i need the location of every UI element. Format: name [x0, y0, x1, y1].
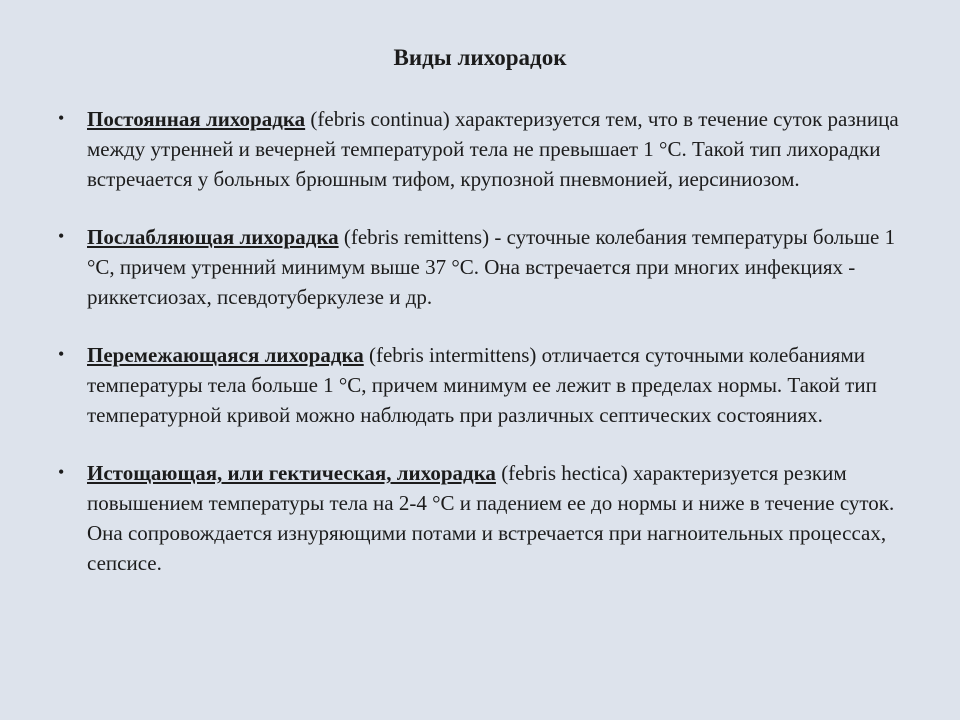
list-item-continua: [58, 104, 908, 194]
list-item-hectica: [58, 458, 908, 578]
term-hectica: Истощающая, или гектическая, лихорадка: [87, 461, 496, 485]
fever-types-list: [58, 104, 908, 578]
bullet-icon: •: [58, 344, 65, 364]
list-item-remittens: [58, 222, 908, 312]
description-remittens: (febris remittens) - суточные колебания температуры больше 1 °С, причем утренний минимум выше 37 °С. Она встречается при многих инфекциях - риккетсиозах, псевдотуберкулезе и др.: [87, 225, 896, 309]
bullet-icon: •: [58, 108, 65, 128]
list-item-intermittens: [58, 340, 908, 430]
term-continua: Постоянная лихорадка: [87, 107, 306, 131]
term-intermittens: Перемежающаяся лихорадка: [87, 343, 364, 367]
slide-title: Виды лихорадок: [393, 45, 567, 70]
description-hectica: (febris hectica) характеризуется резким повышением температуры тела на 2-4 °С и падением ее до нормы и ниже в течение суток. Она сопровождается изнуряющими потами и встречается при нагноительных процессах, сепсисе.: [87, 461, 895, 575]
description-intermittens: (febris intermittens) отличается суточными колебаниями температуры тела больше 1 °С, причем минимум ее лежит в пределах нормы. Такой тип температурной кривой можно наблюдать при различных септических состояниях.: [87, 343, 877, 427]
description-continua: (febris continua) характеризуется тем, что в течение суток разница между утренней и вечерней температурой тела не превышает 1 °С. Такой тип лихорадки встречается у больных брюшным тифом, крупозной пневмонией, иерсиниозом.: [87, 107, 899, 191]
term-remittens: Послабляющая лихорадка: [87, 225, 339, 249]
bullet-icon: •: [58, 226, 65, 246]
bullet-icon: •: [58, 462, 65, 482]
